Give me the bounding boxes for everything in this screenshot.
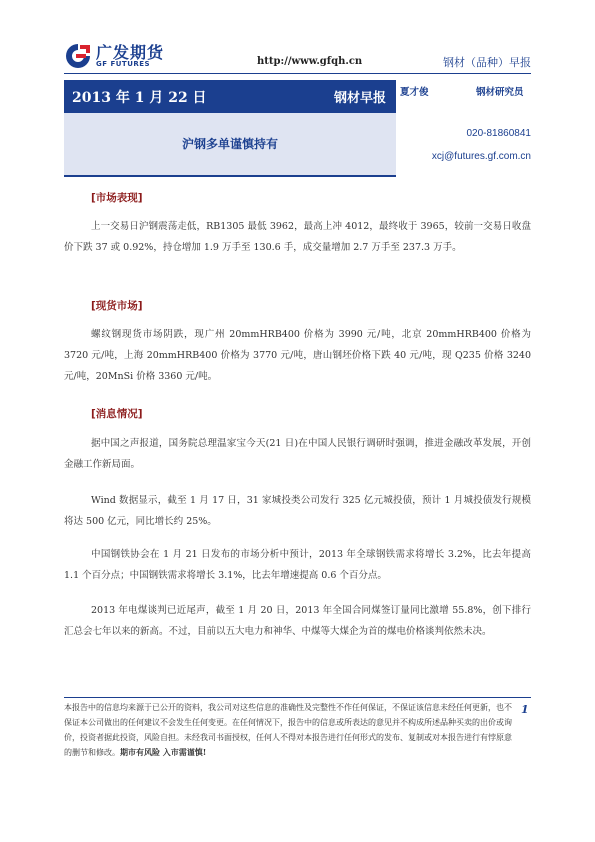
section-title-spot: [现货市场] (91, 300, 143, 312)
headline: 沪钢多单谨慎持有 (181, 137, 278, 151)
contact-email[interactable]: xcj@futures.gf.com.cn (431, 151, 531, 162)
paragraph: Wind 数据显示，截至 1 月 17 日，31 家城投类公司发行 325 亿元城投债，预计 1 月城投债发行规模将达 500 亿元，同比增长约 25%。 (64, 495, 531, 527)
report-name: 钢材早报 (333, 91, 386, 106)
header-divider (64, 73, 531, 74)
disclaimer (64, 700, 519, 760)
page-number: 1 (521, 703, 529, 716)
footer-divider (64, 697, 531, 698)
analyst-title: 钢材研究员 (476, 87, 524, 98)
paragraph: 2013 年电煤谈判已近尾声，截至 1 月 20 日，2013 年全国合同煤签订量同比激增 55.8%，创下排行汇总会七年以来的新高。不过，目前以五大电力和神华、中煤等大煤企为首的煤电价格谈判依然未决。 (64, 605, 531, 637)
report-type-label: 钢材（品种）早报 (443, 56, 531, 69)
contact-phone: 020-81860841 (466, 128, 531, 139)
disclaimer-text: 本报告中的信息均来源于已公开的资料，我公司对这些信息的准确性及完整性不作任何保证，不保证该信息未经任何更新，也不保证本公司做出的任何建议不会发生任何变更。在任何情况下，报告中的信息或所表达的意见并不构成所述品种买卖的出价或询价，投资者据此投资，风险自担。未经我司书面授权，任何人不得对本报告进行任何形式的发布、复制或对本报告进行有悖原意的删节和修改。 (64, 703, 512, 757)
headline-box (64, 113, 396, 175)
section-title-market: [市场表现] (91, 192, 143, 204)
paragraph: 中国钢铁协会在 1 月 21 日发布的市场分析中预计，2013 年全球钢铁需求将增长 3.2%，比去年提高 1.1 个百分点；中国钢铁需求将增长 3.1%，比去年增速提高 0.6 个百分点。 (64, 549, 531, 581)
section-title-news: [消息情况] (91, 408, 143, 420)
website-url[interactable]: http://www.gfqh.cn (257, 56, 363, 67)
logo-english-name: GF FUTURES (96, 60, 151, 68)
risk-warning: 期市有风险 入市需谨慎! (120, 747, 207, 757)
company-logo (64, 40, 184, 74)
gf-logo-icon (64, 42, 92, 70)
title-bar (64, 80, 396, 113)
report-date: 2013 年 1 月 22 日 (72, 90, 207, 106)
analyst-name: 夏才俊 (400, 87, 429, 98)
paragraph: 上一交易日沪钢震荡走低，RB1305 最低 3962，最高上冲 4012，最终收于 3965，较前一交易日收盘价下跌 37 或 0.92%，持仓增加 1.9 万手至 130.6 手，成交量增加 2.7 万手至 237.3 万手。 (64, 221, 531, 253)
logo-chinese-name: 广发期货 (96, 43, 165, 62)
paragraph: 螺纹钢现货市场阴跌，现广州 20mmHRB400 价格为 3990 元/吨，北京 20mmHRB400 价格为 3720 元/吨，上海 20mmHRB400 价格为 3770 元/吨，唐山钢坯价格下跌 40 元/吨，现 Q235 价格 3240 元/吨，20MnSi 价格 3360 元/吨。 (64, 329, 531, 382)
title-divider (64, 175, 396, 177)
paragraph: 据中国之声报道，国务院总理温家宝今天(21 日)在中国人民银行调研时强调，推进金融改革发展，开创金融工作新局面。 (64, 438, 531, 470)
